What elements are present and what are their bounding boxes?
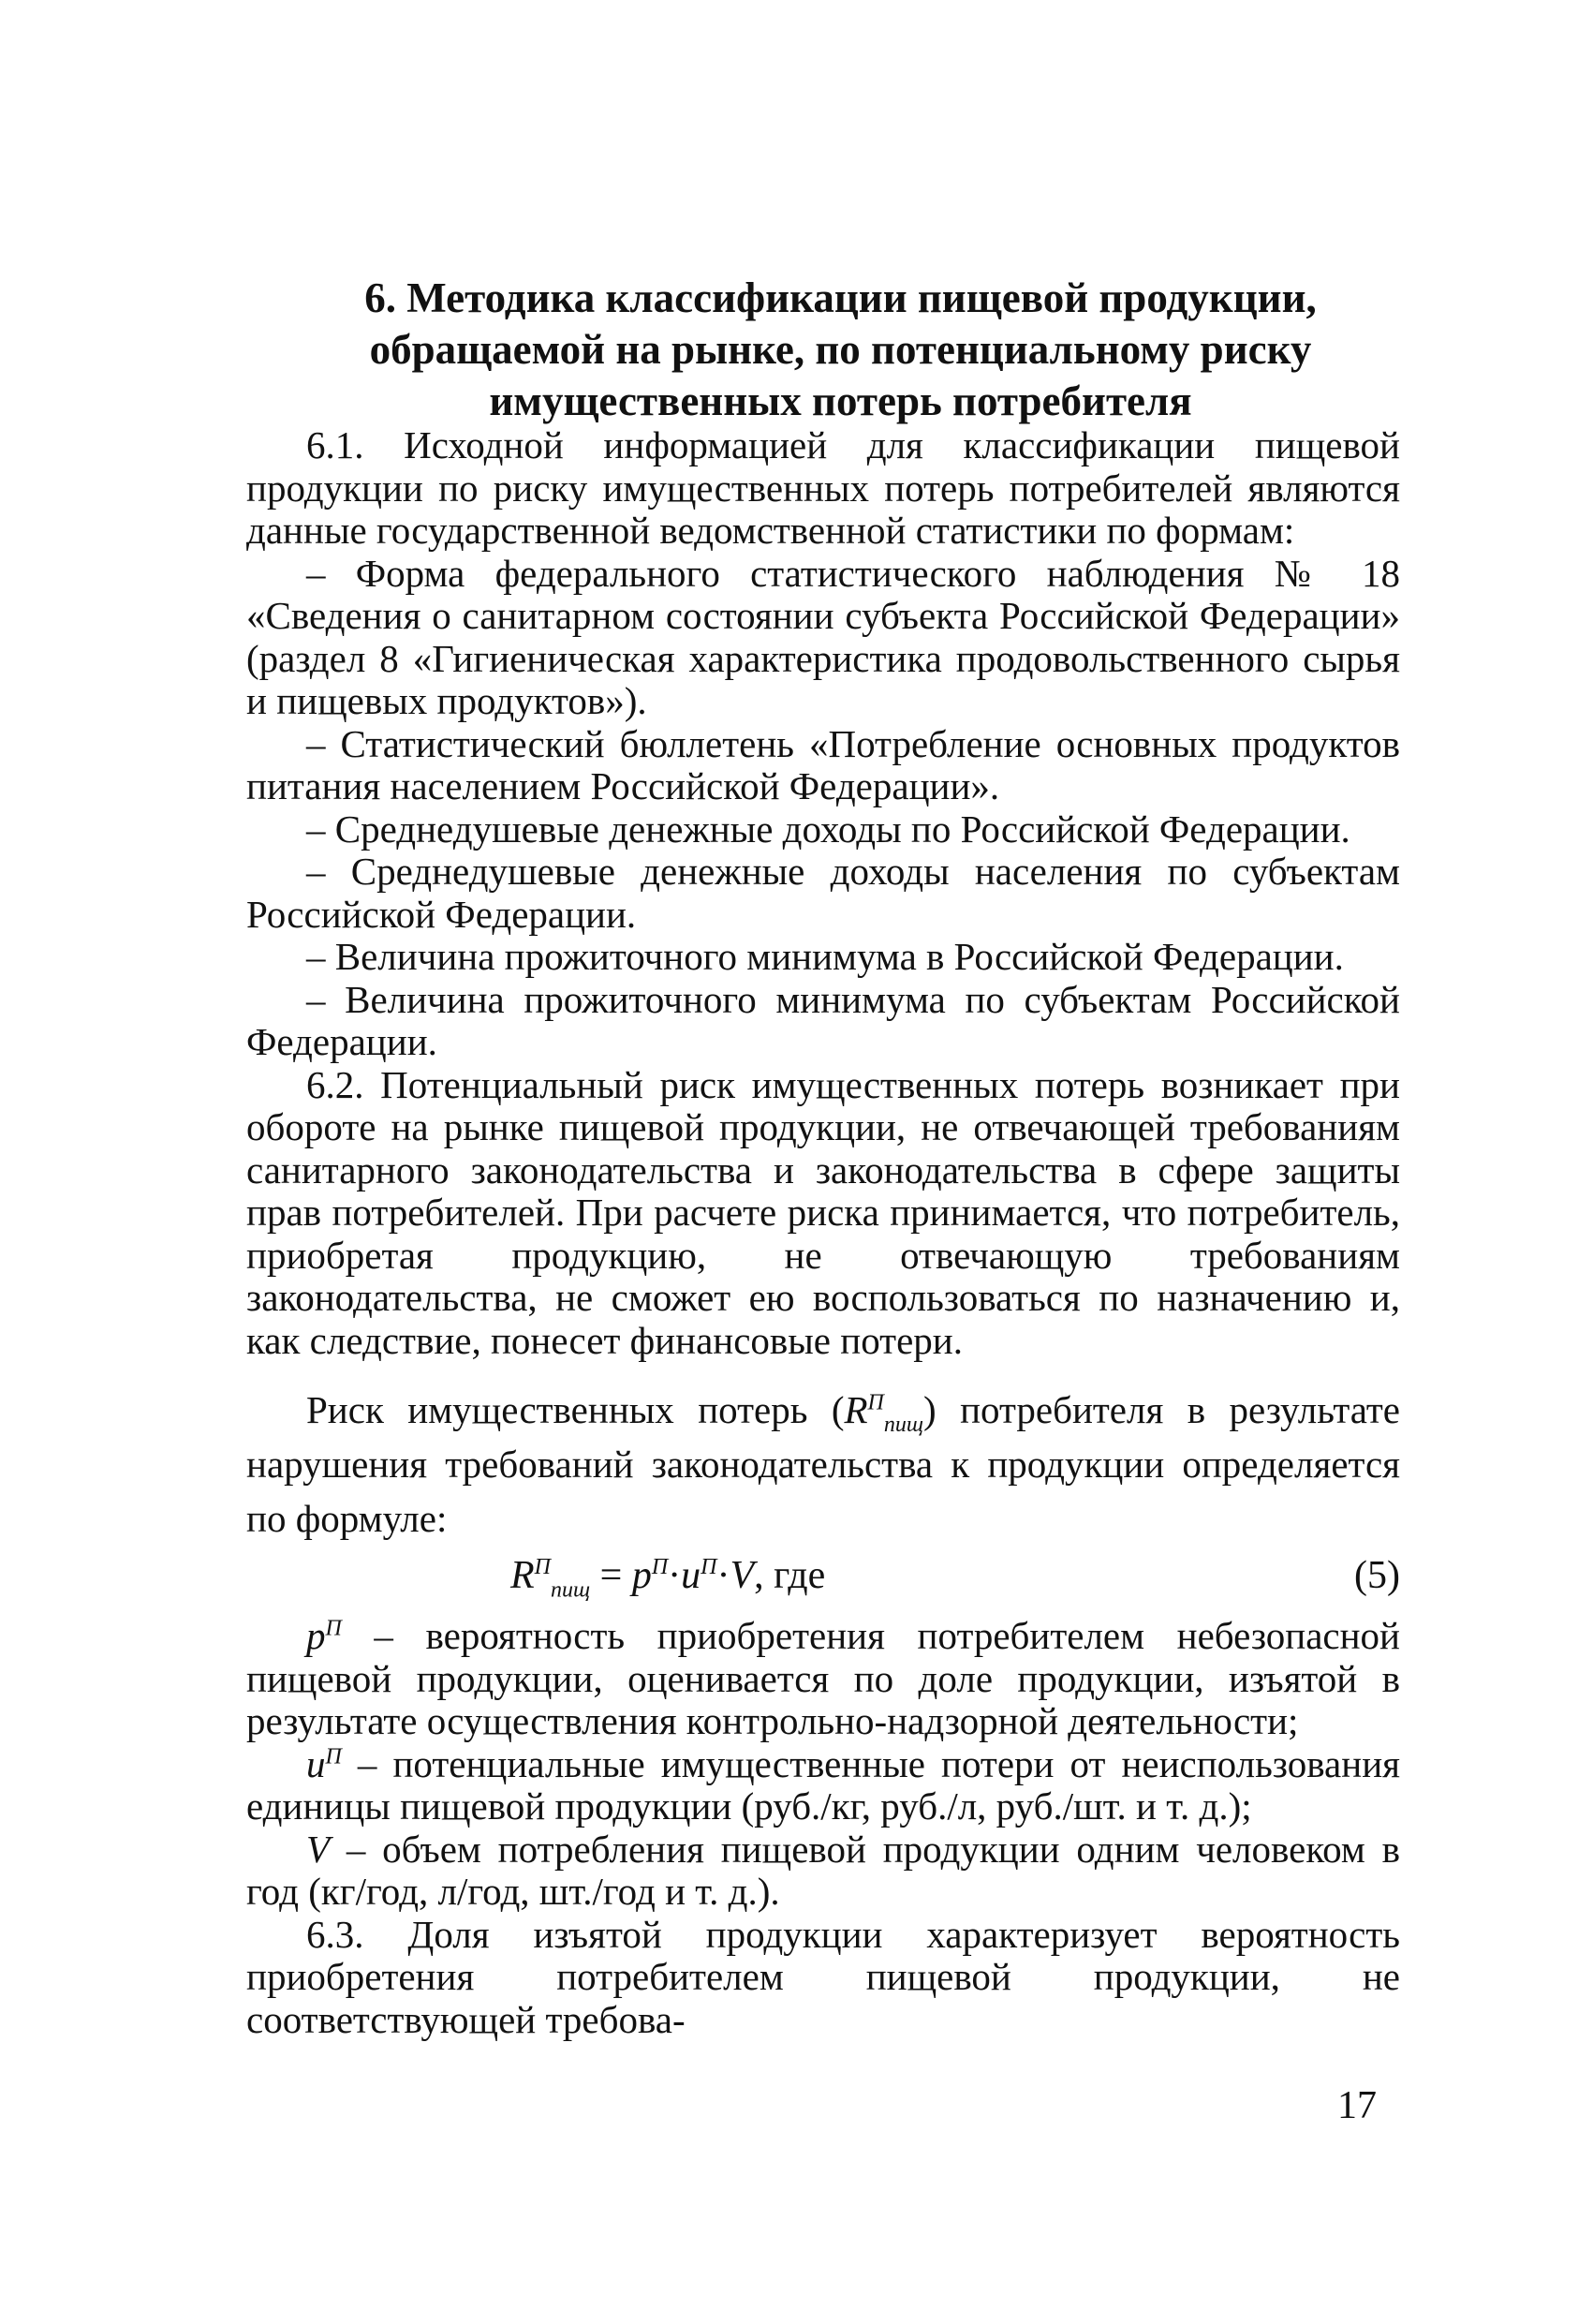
formula-expression: $R^П_{пищ} = p^П\cdot u^П\cdot V$, где bbox=[510, 1554, 826, 1603]
list-item-form-18: – Форма федерального статистического наблюдения № 18 «Сведения о санитарном состоянии субъекта Российской Федерации» (раздел 8 «Гигиеническая характеристика продовольственного сырья и пищевых продуктов»). bbox=[246, 551, 1400, 722]
risk-text-before: Риск имущественных потерь ( bbox=[306, 1388, 845, 1431]
title-line-2: обращаемой на рынке, по потенциальному риску bbox=[369, 326, 1312, 373]
list-item-income-rf: – Среднедушевые денежные доходы по Российской Федерации. bbox=[306, 807, 1350, 851]
definition-p: $p^П$ – вероятность приобретения потребителем небезопасной пищевой продукции, оценивается по доле продукции, изъятой в результате осуществления контрольно-надзорной деятельности; bbox=[246, 1614, 1400, 1742]
definition-v: V – объем потребления пищевой продукции одним человеком в год (кг/год, л/год, шт./год и т. д.). bbox=[246, 1827, 1400, 1913]
list-item-subsistence-rf: – Величина прожиточного минимума в Российской Федерации. bbox=[306, 935, 1344, 978]
paragraph-6-2: 6.2. Потенциальный риск имущественных потерь возникает при обороте на рынке пищевой продукции, не отвечающей требованиям санитарного законодательства и законодательства в сфере защиты прав потребителей. При расчете риска принимается, что потребитель, приобретая продукцию, не отвечающую требованиям законодательства, не сможет ею воспользоваться по назначению и, как следствие, понесет финансовые потери. bbox=[246, 1062, 1400, 1362]
formula-5 bbox=[246, 1549, 1400, 1615]
document-body bbox=[246, 424, 1400, 2041]
paragraph-6-3: 6.3. Доля изъятой продукции характеризует вероятность приобретения потребителем пищевой продукции, не соответствующей требова- bbox=[246, 1912, 1400, 2041]
list-item-bulletin: – Статистический бюллетень «Потребление основных продуктов питания населением Российской Федерации». bbox=[246, 721, 1400, 807]
risk-text-after: ) потребителя в результате нарушения требований законодательства к продукции определяется по формуле: bbox=[246, 1388, 1400, 1540]
list-item-subsistence-regions: – Величина прожиточного минимума по субъектам Российской Федерации. bbox=[246, 977, 1400, 1063]
page-number: 17 bbox=[1337, 2084, 1377, 2127]
title-line-1: 6. Методика классификации пищевой продукции, bbox=[364, 274, 1317, 321]
list-item-income-regions: – Среднедушевые денежные доходы населения по субъектам Российской Федерации. bbox=[246, 850, 1400, 936]
section-title bbox=[281, 273, 1400, 427]
formula-number: (5) bbox=[1354, 1554, 1400, 1597]
paragraph-6-1: 6.1. Исходной информацией для классификации пищевой продукции по риску имущественных потерь потребителей являются данные государственной ведомственной статистики по формам: bbox=[246, 423, 1400, 552]
title-line-3: имущественных потерь потребителя bbox=[489, 377, 1192, 424]
definition-u: $u^П$ – потенциальные имущественные потери от неиспользования единицы пищевой продукции (руб./кг, руб./л, руб./шт. и т. д.); bbox=[246, 1741, 1400, 1828]
risk-paragraph bbox=[246, 1383, 1400, 1546]
risk-symbol: $R^П_{пищ}$ bbox=[844, 1388, 924, 1438]
